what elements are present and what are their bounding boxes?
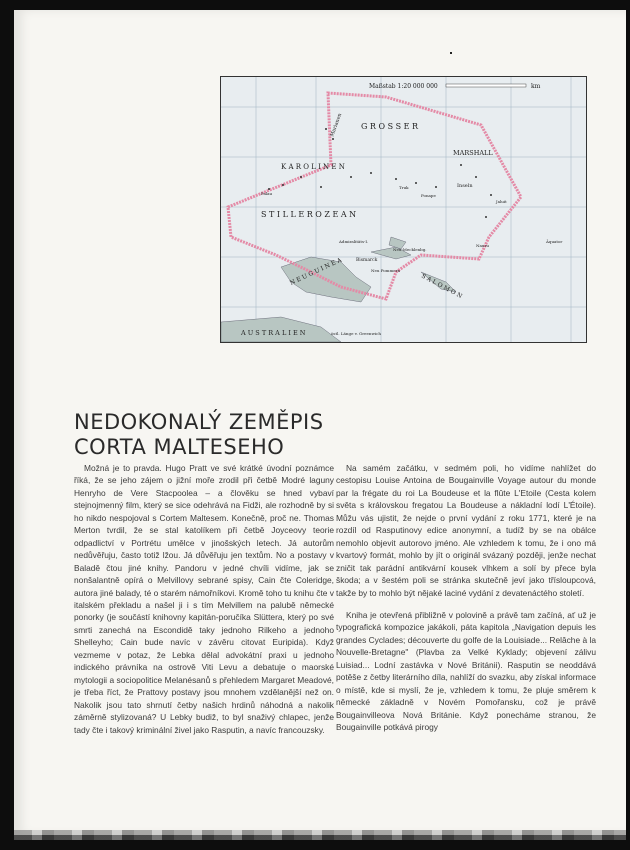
label-jaluit: Jaluit <box>496 199 507 204</box>
map-svg <box>221 77 586 342</box>
historical-map <box>220 76 587 343</box>
chapter-title-line1: NEDOKONALÝ ZEMĚPIS <box>74 410 324 435</box>
label-ponape: Ponape <box>421 193 436 198</box>
scale-bar <box>446 84 526 87</box>
label-marianen: Marianen <box>329 112 344 138</box>
label-stiller-ozean: S T I L L E R O Z E A N <box>261 210 357 219</box>
label-admiralitaets: Admiralitäts-I. <box>339 239 369 244</box>
label-bismarck: Bismarck <box>356 258 378 263</box>
label-grosser: G R O S S E R <box>361 122 419 131</box>
label-greenwich: östl. Länge v. Greenwich <box>331 331 381 336</box>
map-km: km <box>531 83 541 90</box>
label-neu-pommern: Neu Pommern <box>371 268 401 273</box>
left-paragraph: Možná je to pravda. Hugo Pratt ve své krátké úvodní poznámce říká, že se jeho zájem o jižní moře zrodil při četbě Modré laguny Henryho de Vere Stacpoolea – a člověku se hned vybaví stejnojmenný film, který se sice odehrává na Fidži, ale rozhodně by si ho nikdo nespojoval s Cortem Maltesem. Konečně, proč ne. Thomas Merton tvrdil, že se stal katolíkem při četbě Joyceovy teorie odpadlictví v Portrétu umělce v jinošských letech. Já autorům nedůvěřuju, často totiž lžou. Já důvěřuju jen textům. No a postavy v Baladě čtou jiné knihy. Pandoru v jedné chvíli vidíme, jak se nonšalantně opírá o Melvillovy sebrané spisy, Cain čte Coleridge, autora jiné balady, té o starém námořníkovi. Kromě toho tu knihu čte v italském překladu a našel ji i s tím Melvillem na palubě německé ponorky (je součástí knihovny kapitán-poručíka Slüttera, který po své smrti zanechá na Escondidě taky jednoho Rilkeho a jednoho Shelleyho; Cain bude navíc v závěru citovat Euripida). Když vezmeme v potaz, že Lebka dělal advokátní praxi u jednoho indického právníka na ostrově Viti Levu a debatuje o maorské mytologii a sociopolitice Melanésanů s přehledem Margaret Meadové, je třeba říct, že Prattovy postavy jsou mnohem vzdělanější než on. Nakolik jsou tato shrnutí četby našich hrdinů náhodná a nakolik záměrně stylizovaná? U Lebky budiž, to byl snaživý chlapec, jenže tady čte i takový kriminální živel jako Rasputin, a navíc francouzsky. <box>74 463 334 735</box>
print-dot <box>450 52 452 54</box>
label-neu-guinea: N E U G U I N E A <box>288 256 343 287</box>
label-aequator: Äquator <box>546 239 563 244</box>
label-inseln: Inseln <box>457 183 473 189</box>
label-nauru: Nauru <box>476 243 489 248</box>
map-scale: Maßstab 1:20 000 000 <box>369 83 438 90</box>
chapter-title-line2: CORTA MALTESEHO <box>74 435 285 460</box>
label-marshall: MARSHALL <box>453 149 493 157</box>
right-text-column <box>336 462 596 734</box>
right-paragraph-1: Na samém začátku, v sedmém poli, ho vidíme nahlížet do cestopisu Louise Antoina de Bougainville Voyage autour du monde par la frégate du roi La Boudeuse et la flûte L'Etoile (Cesta kolem světa s královskou fregatou La Boudeuse a nákladní lodí L'Étoile). Můžu vás ujistit, že nejde o první vydání z roku 1771, které je na rozdíl od Rasputinovy edice anonymní, a tudíž by se na obálce nemohlo objevit autorovo jméno. Ale vzhledem k tomu, že i ono má kvartový formát, mohlo by jít o originál svázaný později, jenže nechat zničit tak parádní antikvární kousek vlhkem a solí by přece byla škoda; a v šestém poli se stránka skutečně jeví jako třísloupcová, takže by to mohlo být nějaké laciné vydání z devatenáctého století. <box>336 463 596 598</box>
left-text-column <box>74 462 334 736</box>
label-karolinen: K A R O L I N E N <box>281 163 345 171</box>
chapter-title <box>74 410 454 460</box>
island-dots <box>268 128 492 218</box>
page-bottom-edge <box>14 830 626 840</box>
label-neu-mecklenburg: Neu-Mecklenbg. <box>393 247 427 252</box>
label-australien: A U S T R A L I E N <box>241 329 306 337</box>
label-palau: Palau <box>261 191 273 196</box>
label-truk: Truk <box>399 185 409 190</box>
right-paragraph-2: Kniha je otevřená přibližně v polovině a právě tam začíná, ať už je typografická kompozice jakákoli, páta kapitola „Navigation depuis les grandes Cyclades; découverte du golfe de la Louisiade... Relâche à la Nouvelle-Bretagne" (Plavba za Velké Kyklady; objevení zálivu Luisiad... Lodní zastávka v Nové Británii). Rasputin se neoddává potěše z četby literárního díla, nahlíží do svazku, aby získal informace o místě, kde si myslí, že je, vzhledem k tomu, že pluje směrem k německé základně v Novém Pomořansku, což je právě Bougainvilleova Nová Británie. Když ponecháme stranou, že Bougainville potkává pirogy <box>336 609 596 733</box>
label-salomon: S A L O M O N <box>420 272 464 300</box>
